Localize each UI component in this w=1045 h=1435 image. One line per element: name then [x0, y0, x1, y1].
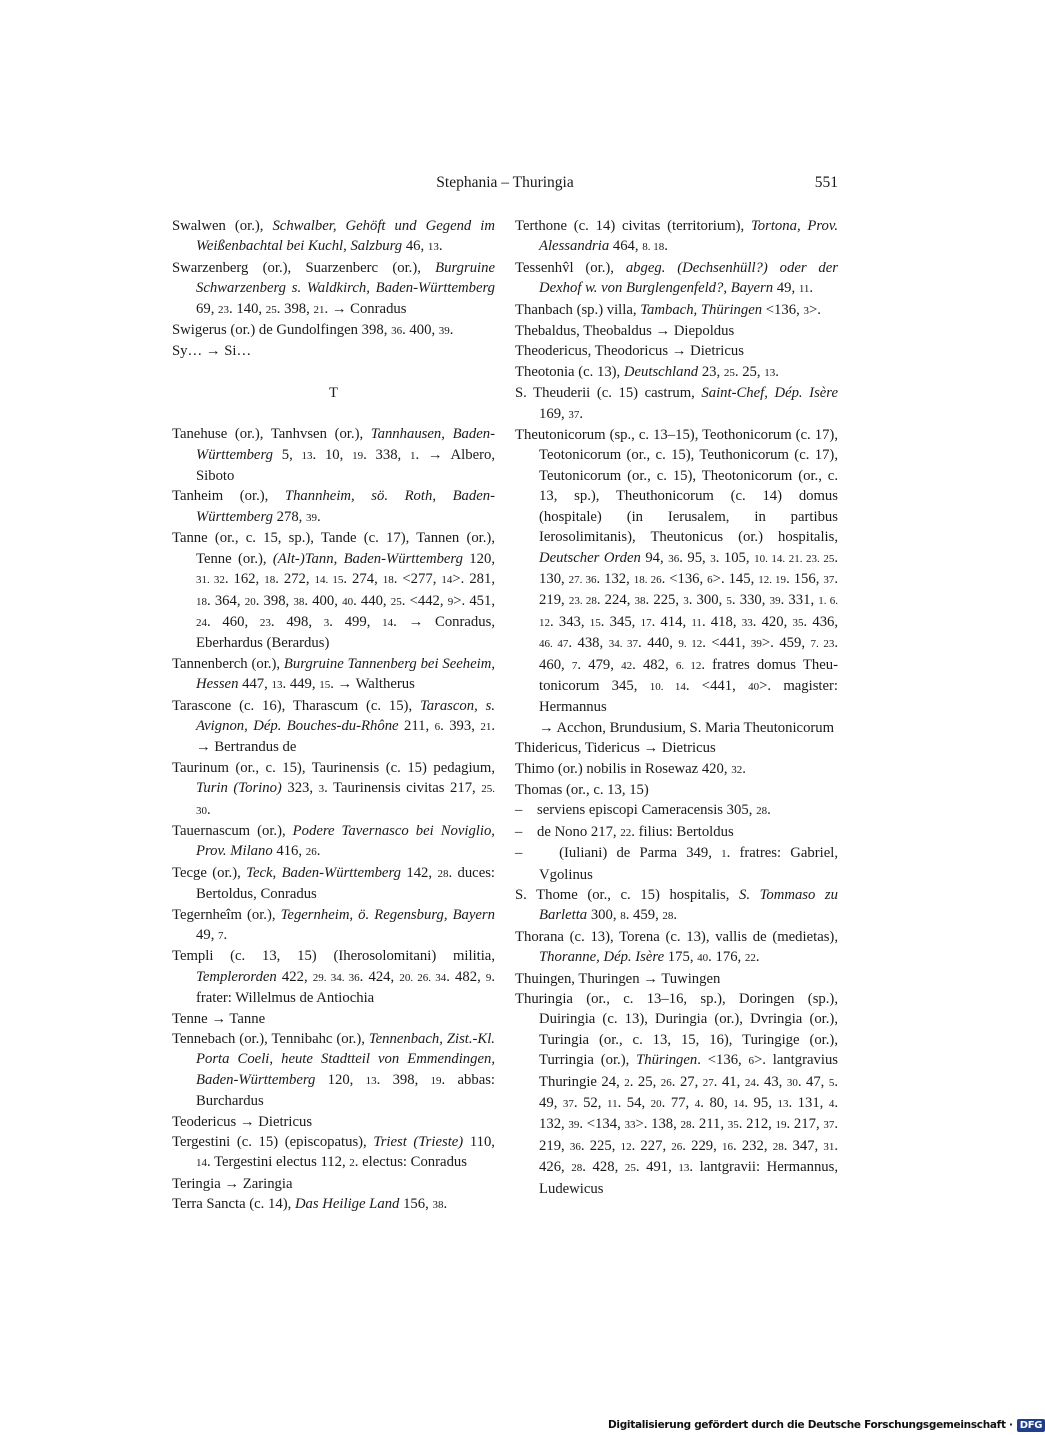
index-subentry: – serviens episcopi Cameracensis 305, 28.: [515, 802, 771, 819]
index-entry: Sy… → Si…: [172, 343, 252, 360]
index-entry: Tanne (or., c. 15, sp.), Tande (c. 17), Tannen (or.), Tenne (or.), (Alt-)Tann, Baden-Württemberg 120, 31. 32. 162, 18. 272, 14. 15. 274, 18. <277, 14>. 281, 18. 364, 20. 398, 38. 400, 40. 440, 25. <442, 9>. 451, 24. 460, 23. 498, 3. 499, 14. → Conradus, Eberhardus (Berardus): [172, 530, 496, 652]
running-header: [172, 174, 838, 196]
index-entry: Theutonicorum (sp., c. 13–15), Teothonicorum (c. 17), Teotonicorum (or., c. 15), Teuthonicorum (c. 17), Teutonicorum (or., c. 15), Theotonicorum (or., c. 13, sp.), Theuthonicorum (c. 14) domus (hospitale) (in Ierusalem, in partibus Ierosolimitanis), Theutonicus (or.) hospitalis, Deutscher Orden 94, 36. 95, 3. 105, 10. 14. 21. 23. 25. 130, 27. 36. 132, 18. 26. <136, 6>. 145, 12. 19. 156, 37. 219, 23. 28. 224, 38. 225, 3. 300, 5. 330, 39. 331, 1. 6. 12. 343, 15. 345, 17. 414, 11. 418, 33. 420, 35. 436, 46. 47. 438, 34. 37. 440, 9. 12. <441, 39>. 459, 7. 23. 460, 7. 479, 42. 482, 6. 12. fratres domus Theutonicorum 345, 10. 14. <441, 40>. magister: Hermannus: [515, 427, 839, 716]
index-entry: S. Theuderii (c. 15) castrum, Saint-Chef, Dép. Isère 169, 37.: [515, 385, 838, 422]
index-entry: Swalwen (or.), Schwalber, Gehöft und Gegend im Weißenbachtal bei Kuchl, Salzburg 46, 13.: [172, 218, 495, 255]
digitization-credit: [608, 1419, 1043, 1435]
dfg-logo: DFG: [1017, 1419, 1045, 1432]
index-entry: Thanbach (sp.) villa, Tambach, Thüringen <136, 3>.: [515, 301, 821, 318]
index-entry: Terra Sancta (c. 14), Das Heilige Land 156, 38.: [172, 1196, 448, 1213]
index-entry: Tegernheîm (or.), Tegernheim, ö. Regensburg, Bayern 49, 7.: [172, 906, 495, 943]
section-letter-heading: T: [329, 384, 338, 401]
index-entry-continuation: → Acchon, Brundusium, S. Maria Theutonicorum: [539, 719, 835, 736]
index-entry: Tarascone (c. 16), Tharascum (c. 15), Tarascon, s. Avignon, Dép. Bouches-du-Rhône 211, 6. 393, 21. → Bertrandus de: [172, 697, 495, 756]
index-entry: Thorana (c. 13), Torena (c. 13), vallis de (medietas), Thoranne, Dép. Isère 175, 40. 176, 22.: [515, 928, 838, 966]
index-entry: Taurinum (or., c. 15), Taurinensis (c. 15) pedagium, Turin (Torino) 323, 3. Taurinensis civitas 217, 25. 30.: [172, 759, 496, 818]
index-entry: Tecge (or.), Teck, Baden-Württemberg 142, 28. duces: Bertoldus, Conradus: [172, 864, 496, 903]
index-entry: Thebaldus, Theobaldus → Diepoldus: [515, 323, 735, 340]
index-entry: Thuingen, Thuringen → Tuwingen: [515, 970, 721, 987]
index-entry: Tanehuse (or.), Tanhvsen (or.), Tannhausen, Baden-Württemberg 5, 13. 10, 19. 338, 1. → Albero, Siboto: [172, 426, 496, 485]
index-entry: Swigerus (or.) de Gundolfingen 398, 36. 400, 39.: [172, 322, 454, 339]
page-title: Stephania – Thuringia: [436, 174, 574, 191]
index-entry: Tessenhv̂l (or.), abgeg. (Dechsenhüll?) oder der Dexhof w. von Burglengenfeld?, Bayern 49, 11.: [515, 259, 839, 297]
index-subentry: – (Iuliani) de Parma 349, 1. fratres: Gabriel, Vgolinus: [515, 845, 838, 883]
index-entry: Tanheim (or.), Thannheim, sö. Roth, Baden-Württemberg 278, 39.: [172, 488, 495, 525]
index-entry: S. Thome (or., c. 15) hospitalis, S. Tommaso zu Barletta 300, 8. 459, 28.: [515, 887, 838, 924]
index-entry: Tenne → Tanne: [172, 1010, 266, 1027]
index-entry: Tennebach (or.), Tennibahc (or.), Tennenbach, Zist.-Kl. Porta Coeli, heute Stadtteil von Emmendingen, Baden-Württemberg 120, 13. 398, 19. abbas: Burchardus: [172, 1031, 496, 1110]
index-entry: Thimo (or.) nobilis in Rosewaz 420, 32.: [515, 760, 746, 777]
index-entry: Theodericus, Theodoricus → Dietricus: [515, 343, 744, 360]
credit-text: Digitalisierung gefördert durch die Deutsche Forschungsgemeinschaft ·: [608, 1419, 1013, 1431]
index-entry: Templi (c. 13, 15) (Iherosolomitani) militia, Templerorden 422, 29. 34. 36. 424, 20. 26. 34. 482, 9. frater: Willelmus de Antiochia: [172, 948, 496, 1007]
index-entry: Teringia → Zaringia: [172, 1175, 293, 1192]
page-number: 551: [814, 174, 838, 191]
left-column: [172, 216, 495, 1216]
index-entry: Thomas (or., c. 13, 15): [515, 781, 649, 798]
right-column: [515, 216, 838, 1199]
index-entry: Tauernascum (or.), Podere Tavernasco bei Noviglio, Prov. Milano 416, 26.: [172, 822, 495, 860]
index-entry: Teodericus → Dietricus: [172, 1113, 313, 1130]
index-entry: Tergestini (c. 15) (episcopatus), Triest (Trieste) 110, 14. Tergestini electus 112, 2. electus: Conradus: [172, 1134, 495, 1171]
index-entry: Swarzenberg (or.), Suarzenberc (or.), Burgruine Schwarzenberg s. Waldkirch, Baden-Württemberg 69, 23. 140, 25. 398, 21. → Conradus: [172, 259, 495, 317]
index-entry: Terthone (c. 14) civitas (territorium), Tortona, Prov. Alessandria 464, 8. 18.: [515, 218, 838, 255]
index-entry: Thidericus, Tidericus → Dietricus: [515, 740, 716, 757]
index-entry: Theotonia (c. 13), Deutschland 23, 25. 25, 13.: [515, 363, 779, 380]
index-entry: Thuringia (or., c. 13–16, sp.), Doringen (sp.), Duiringia (c. 13), Duringia (or.), Dvringia (or.), Turingia (or., c. 13, 15, 16), Turingige (or.), Turringia (or.), Thüringen. <136, 6>. lantgravius Thuringie 24, 2. 25, 26. 27, 27. 41, 24. 43, 30. 47, 5. 49, 37. 52, 11. 54, 20. 77, 4. 80, 14. 95, 13. 131, 4. 132, 39. <134, 33>. 138, 28. 211, 35. 212, 19. 217, 37. 219, 36. 225, 12. 227, 26. 229, 16. 232, 28. 347, 31. 426, 28. 428, 25. 491, 13. lantgravii: Hermannus, Ludewicus: [515, 991, 839, 1197]
index-entry: Tannenberch (or.), Burgruine Tannenberg bei Seeheim, Hessen 447, 13. 449, 15. → Waltherus: [172, 655, 495, 693]
index-subentry: – de Nono 217, 22. filius: Bertoldus: [515, 823, 734, 840]
